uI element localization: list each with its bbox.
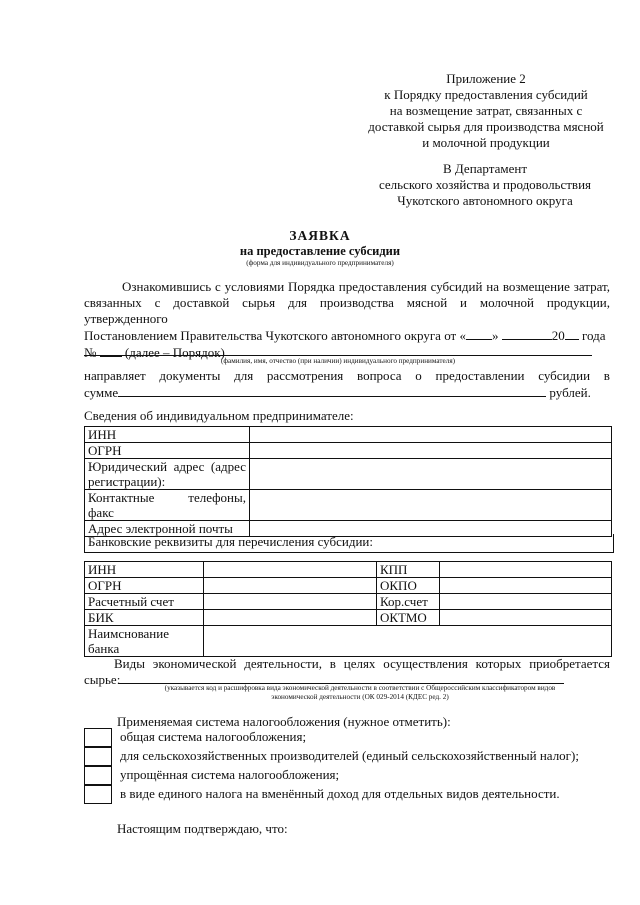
cell-label: ИНН [85,427,250,443]
sum-field[interactable] [118,384,546,397]
bank-name-value-cell[interactable] [204,626,612,657]
cell-label [85,490,250,521]
document-subtitle: на предоставление субсидии [239,244,401,258]
tax-option [84,784,560,804]
directs-word: для [234,368,254,383]
account-value-cell[interactable] [204,594,377,610]
confirm-text: Настоящим подтверждаю, что: [117,821,288,836]
bik-value-cell[interactable] [204,610,377,626]
inn-value-cell[interactable] [250,427,612,443]
kpp-value-cell[interactable] [440,562,612,578]
corr-value-cell[interactable] [440,594,612,610]
addressee-line: сельского хозяйства и продовольствия [378,177,592,192]
cell-label: ОКПО [377,578,440,594]
appendix-line: доставкой сырья для производства мясной [368,119,604,134]
tax-option-label: упрощённая система налогообложения; [120,767,340,782]
tax-checkbox[interactable] [84,766,112,785]
cell-label [85,459,250,490]
cell-label: Кор.счет [377,594,440,610]
cell-label: ОГРН [85,578,204,594]
intro-paragraph [84,279,610,361]
month-blank[interactable] [502,327,552,340]
year-blank[interactable] [565,327,579,340]
cell-label-line: Наимснование [88,626,169,641]
table-row [85,443,612,459]
tax-option [84,765,339,785]
intro-line-date [84,327,610,344]
tax-option-label: общая система налогообложения; [120,729,307,744]
okved-caption [95,684,625,702]
table-row [85,427,612,443]
cell-label: КПП [377,562,440,578]
tax-checkbox[interactable] [84,785,112,804]
directs-word: вопроса [357,368,402,383]
directs-word: документы [159,368,221,383]
intro-text: года [581,328,606,343]
okved-caption-line: (указывается код и расшифровка вида экономической деятельности в соответствии с Общероссийским классификатором видов [164,684,556,692]
intro-text: № [84,345,97,360]
ogrn-value-cell[interactable] [250,443,612,459]
bank-heading-row [84,534,614,553]
cell-label-line: Юридический адрес (адрес [88,459,246,474]
okved-caption-line: экономической деятельности (ОК 029-2014 (КДЕС ред. 2) [271,693,449,701]
tax-option-label: в виде единого налога на вменённый доход для отдельных видов деятельности. [120,786,560,801]
day-blank[interactable] [466,327,492,340]
table-row [85,594,612,610]
tax-option [84,727,306,747]
activity-line: сырье: [84,672,121,687]
cell-label: ОКТМО [377,610,440,626]
directs-word: рассмотрения [266,368,344,383]
tax-option-label: для сельскохозяйственных производителей (единый сельскохозяйственный налог); [120,748,579,763]
bank-ogrn-value-cell[interactable] [204,578,377,594]
addressee [360,161,610,209]
directs-line [84,368,610,384]
sum-label: сумме [84,385,119,400]
tax-checkbox[interactable] [84,728,112,747]
tax-option [84,746,579,766]
appendix-header [356,71,616,151]
cell-label [85,626,204,657]
intro-text: Постановлением Правительства Чукотского автономного округа от « [84,328,466,343]
legal-address-value-cell[interactable] [250,459,612,490]
form-note: (форма для индивидуального предпринимателя) [246,259,394,267]
okpo-value-cell[interactable] [440,578,612,594]
intro-text: 20 [551,328,565,343]
tax-checkbox[interactable] [84,747,112,766]
bank-heading: Банковские реквизиты для перечисления субсидии: [88,534,373,549]
appendix-line: к Порядку предоставления субсидий [384,87,588,102]
phones-value-cell[interactable] [250,490,612,521]
activity-line: Виды экономической деятельности, в целях осуществления которых приобретается [114,656,610,671]
info-heading: Сведения об индивидуальном предпринимателе: [84,408,354,423]
intro-line: связанных с доставкой сырья для производства мясной и молочной продукции, утвержденного [84,295,610,326]
directs-paragraph [84,368,610,401]
oktmo-value-cell[interactable] [440,610,612,626]
table-row [85,459,612,490]
intro-text: » [491,328,499,343]
addressee-line: В Департамент [442,161,528,176]
directs-word: субсидии [538,368,591,383]
bank-inn-value-cell[interactable] [204,562,377,578]
table-row [85,490,612,521]
cell-label-line: регистрации): [88,474,166,489]
directs-word: в [603,368,610,383]
appendix-line: и молочной продукции [422,135,550,150]
cell-label-line: Контактные телефоны, [88,490,246,505]
tax-heading: Применяемая система налогообложения (нужное отметить): [117,714,451,729]
rub-label: рублей. [549,385,591,400]
info-table [84,426,612,537]
addressee-line: Чукотского автономного округа [397,193,573,208]
cell-label: БИК [85,610,204,626]
table-row [85,626,612,657]
table-row [85,578,612,594]
table-row [85,562,612,578]
fio-field[interactable] [84,355,592,356]
document-title: ЗАЯВКА [289,228,351,243]
intro-text: (далее – Порядок) [124,345,225,360]
cell-label-line: банка [88,641,120,656]
directs-word: предоставлении [435,368,525,383]
cell-label: Адрес электронной почты [85,521,250,537]
appendix-line: Приложение 2 [446,71,526,86]
intro-line: Ознакомившись с условиями Порядка предоставления субсидий на возмещение затрат, [122,279,610,294]
cell-label: ИНН [85,562,204,578]
appendix-line: на возмещение затрат, связанных с [389,103,583,118]
bank-table [84,561,612,657]
cell-label-line: факс [88,505,114,520]
cell-label: Расчетный счет [85,594,204,610]
directs-word: направляет [84,368,146,383]
cell-label: ОГРН [85,443,250,459]
sum-line [84,384,610,401]
fio-caption: (фамилия, имя, отчество (при наличии) индивидуального предпринимателя) [220,357,456,365]
directs-word: о [415,368,422,383]
table-row [85,610,612,626]
